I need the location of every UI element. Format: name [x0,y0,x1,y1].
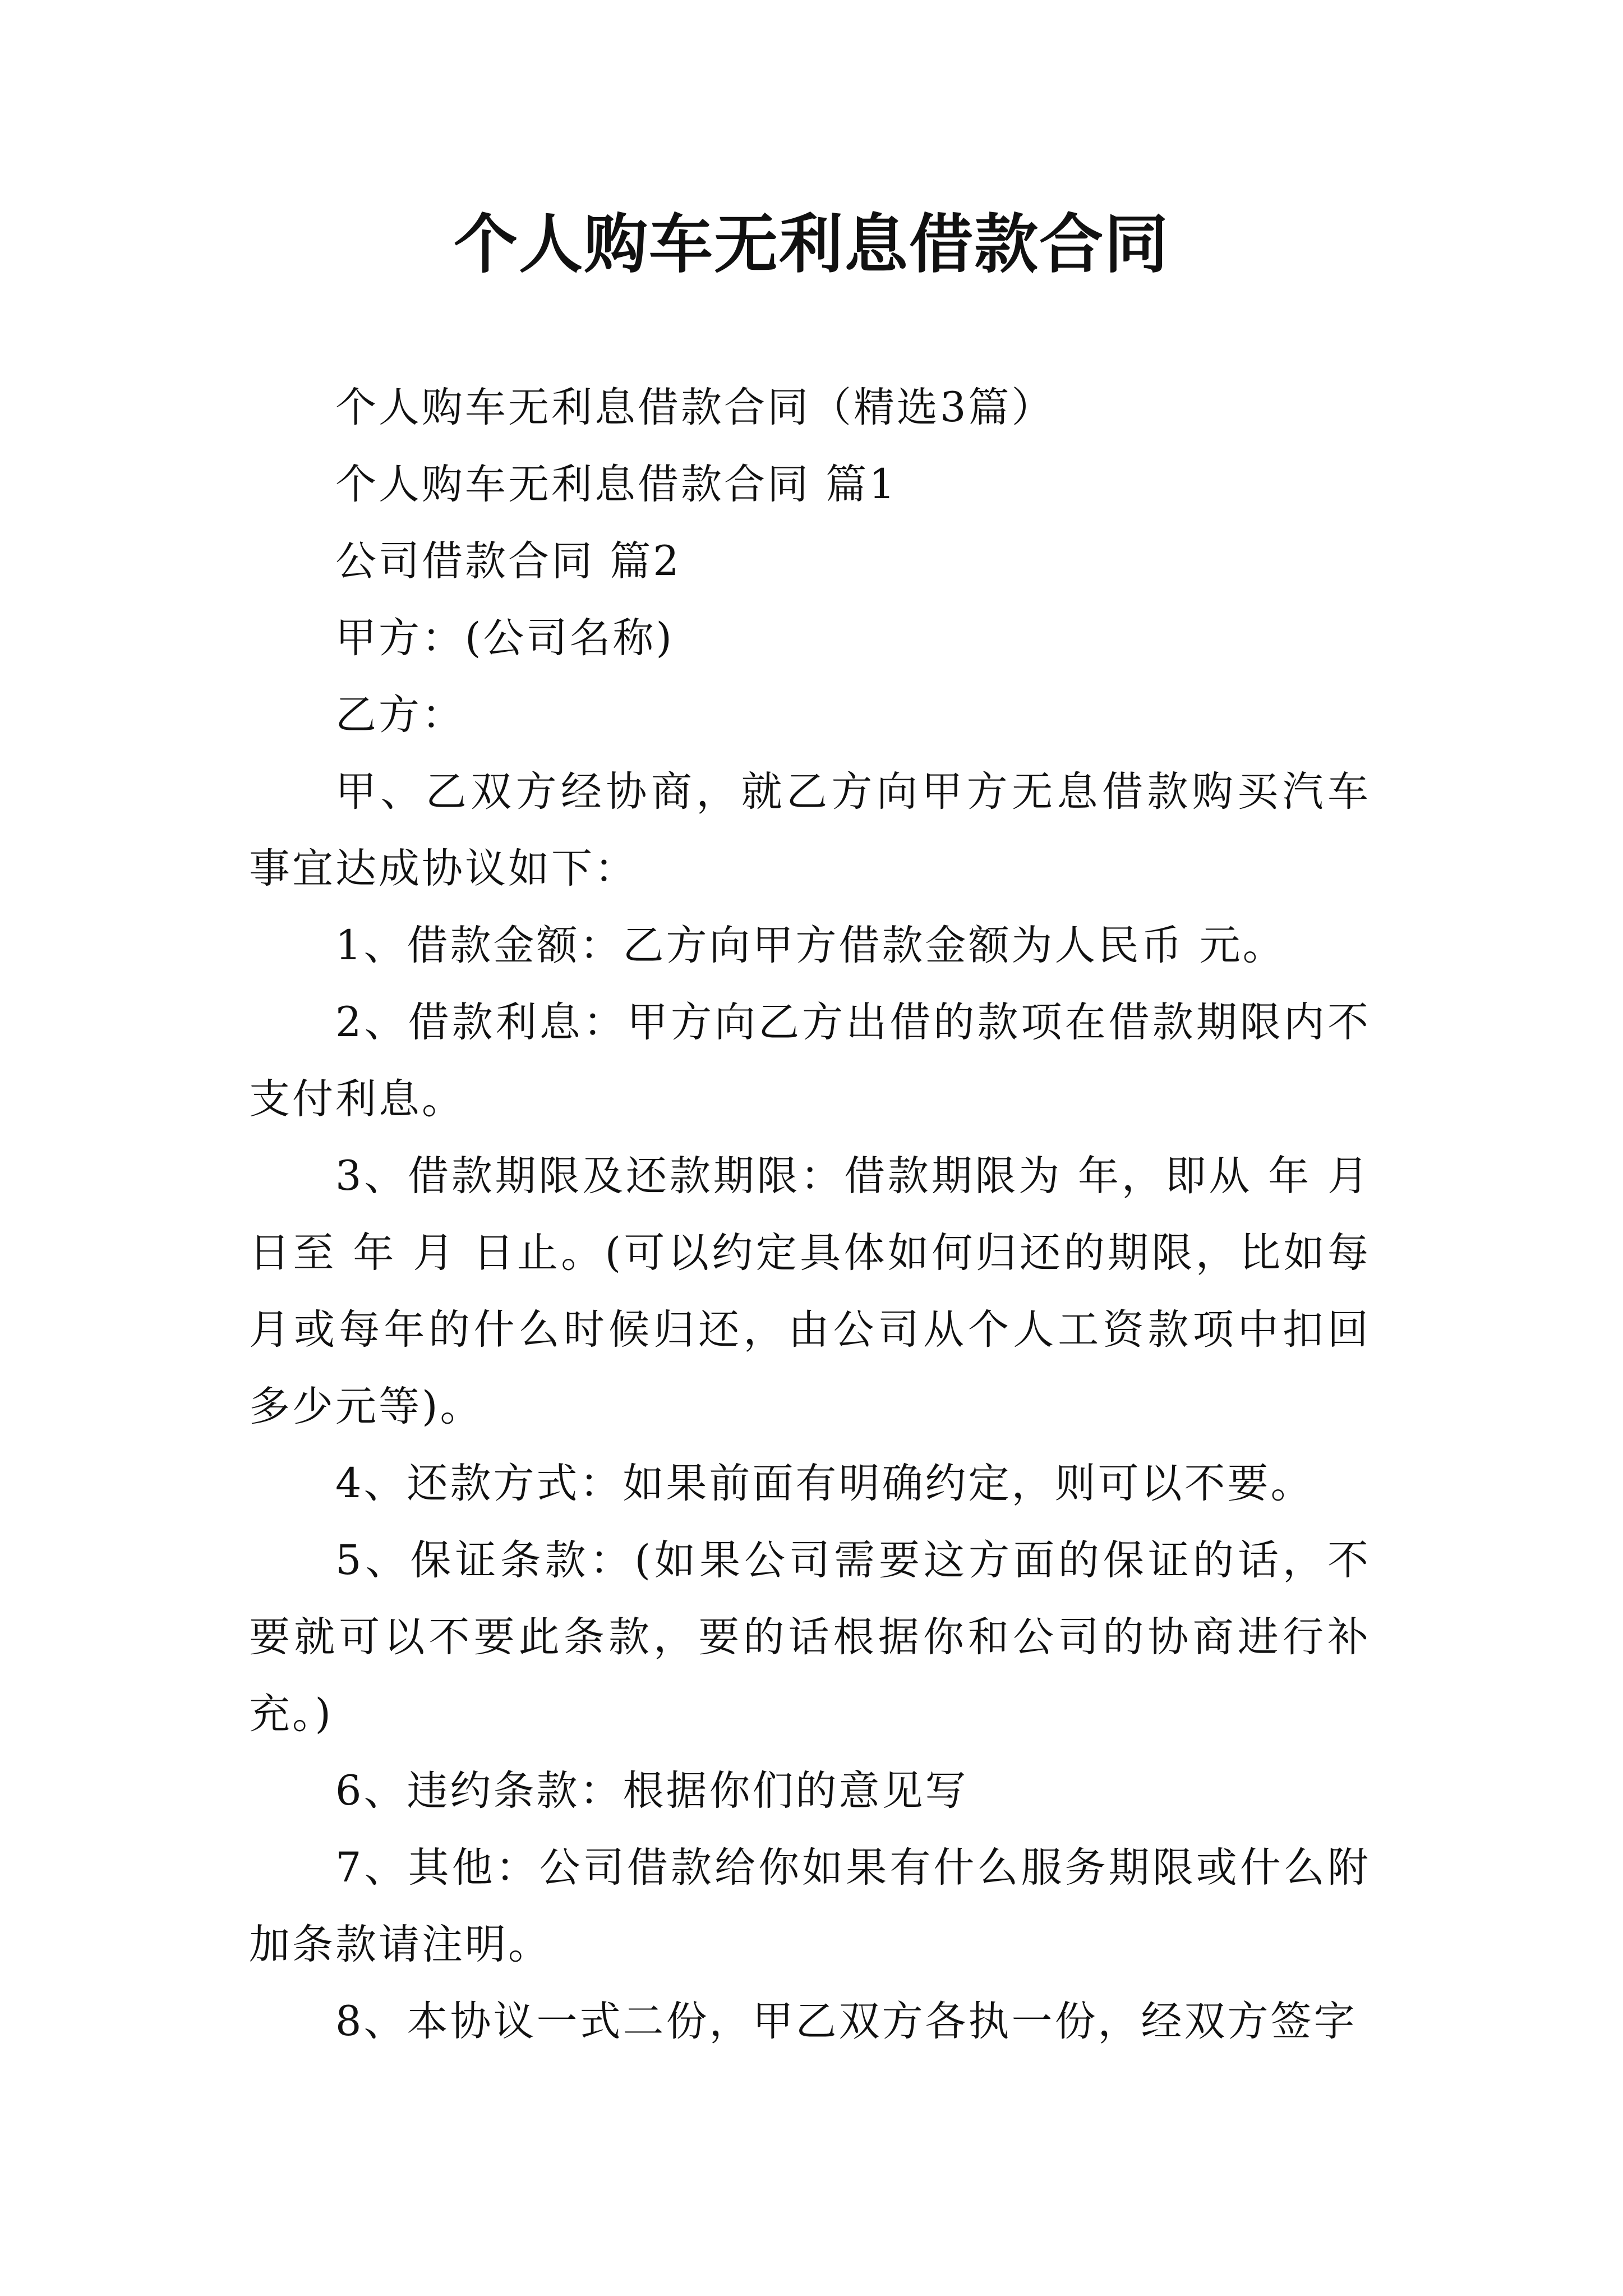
paragraph: 7、其他：公司借款给你如果有什么服务期限或什么附加条款请注明。 [249,1844,1371,1968]
paragraph: 甲、乙双方经协商，就乙方向甲方无息借款购买汽车事宜达成协议如下： [249,768,1371,892]
paragraph: 2、借款利息：甲方向乙方出借的款项在借款期限内不支付利息。 [249,999,1371,1123]
paragraph: 8、本协议一式二份，甲乙双方各执一份，经双方签字 [335,1998,1357,2045]
paragraph: 乙方： [335,691,465,739]
paragraph: 4、还款方式：如果前面有明确约定，则可以不要。 [335,1460,1314,1507]
paragraph: 个人购车无利息借款合同 篇1 [335,461,897,508]
paragraph: 个人购车无利息借款合同（精选3篇） [335,384,1055,431]
paragraph: 3、借款期限及还款期限：借款期限为 年，即从 年 月 日至 年 月 日止。(可以约定具体如何归还的期限，比如每月或每年的什么时候归还，由公司从个人工资款项中扣回多少元等)。 [249,1152,1371,1430]
paragraph: 5、保证条款：(如果公司需要这方面的保证的话，不要就可以不要此条款，要的话根据你和公司的协商进行补充。) [249,1536,1371,1738]
paragraph: 1、借款金额：乙方向甲方借款金额为人民币 元。 [335,922,1286,969]
paragraph: 公司借款合同 篇2 [335,537,681,585]
document-body [249,369,1371,2060]
document-title: 个人购车无利息借款合同 [453,206,1169,282]
paragraph: 6、违约条款：根据你们的意见写 [335,1767,969,1815]
paragraph: 甲方：(公司名称) [335,614,674,662]
